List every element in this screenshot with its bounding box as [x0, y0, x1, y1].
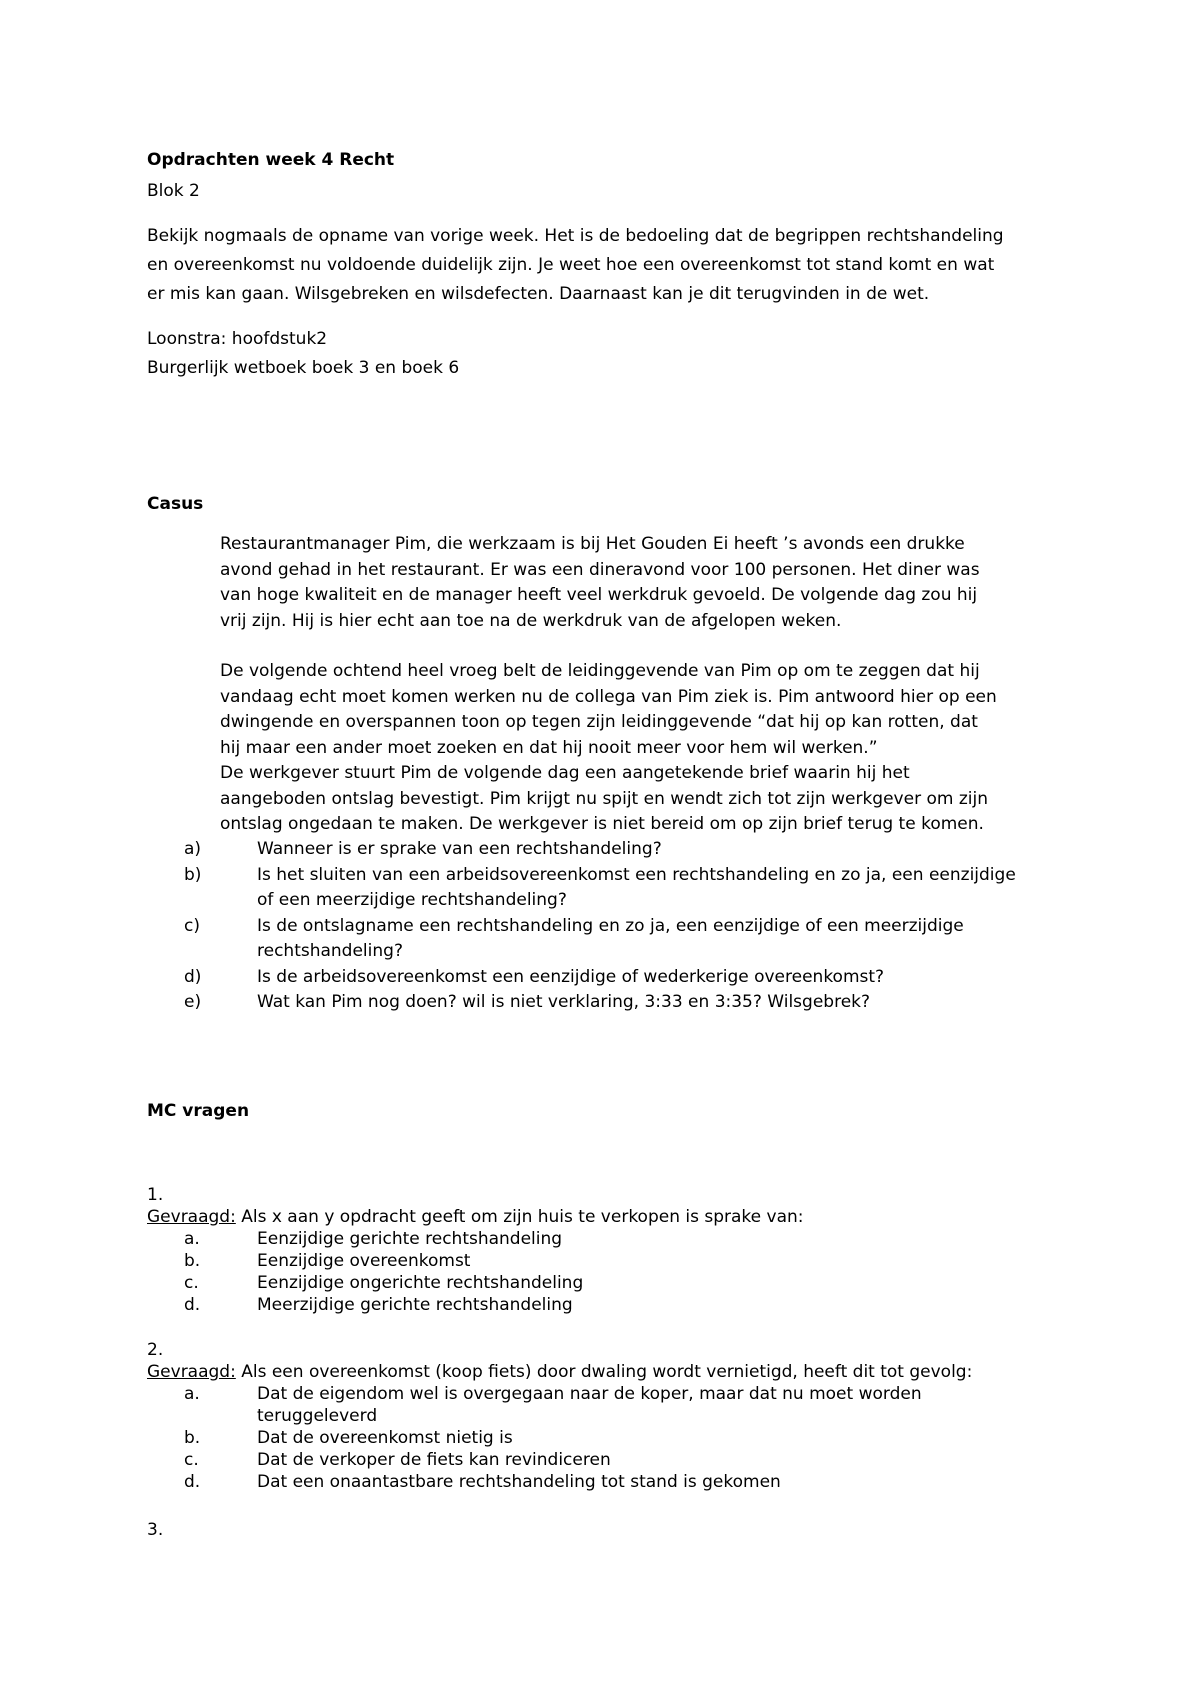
option-line: Dat de verkoper de fiets kan revindiceren — [257, 1450, 611, 1470]
question-marker: a) — [184, 839, 202, 859]
option-line: Eenzijdige gerichte rechtshandeling — [257, 1229, 563, 1249]
casus-line: De volgende ochtend heel vroeg belt de leidinggevende van Pim op om te zeggen dat hij — [220, 661, 980, 681]
option-marker: d. — [184, 1472, 201, 1492]
casus-line: van hoge kwaliteit en de manager heeft veel werkdruk gevoeld. De volgende dag zou hij — [220, 585, 978, 605]
question-prompt — [147, 1206, 1107, 1228]
intro-line: er mis kan gaan. Wilsgebreken en wilsdefecten. Daarnaast kan je dit terugvinden in de wet. — [147, 284, 930, 304]
option-item — [184, 1427, 1107, 1449]
casus-line: dwingende en overspannen toon op tegen zijn leidinggevende “dat hij op kan rotten, dat — [220, 712, 978, 732]
option-list — [184, 1383, 1107, 1493]
casus-line: vandaag echt moet komen werken nu de collega van Pim ziek is. Pim antwoord hier op een — [220, 686, 997, 707]
option-line: Dat de overeenkomst nietig is — [257, 1428, 513, 1448]
mc-question-3 — [147, 1519, 163, 1541]
option-line: Dat een onaantastbare rechtshandeling tot stand is gekomen — [257, 1472, 781, 1492]
question-label: Gevraagd: — [147, 1362, 236, 1382]
option-marker: c. — [184, 1450, 199, 1470]
option-marker: c. — [184, 1273, 199, 1293]
page-title: Opdrachten week 4 Recht — [147, 150, 395, 170]
question-line: Is de arbeidsovereenkomst een eenzijdige of wederkerige overeenkomst? — [257, 966, 885, 987]
option-item — [184, 1471, 1107, 1493]
question-marker: b) — [184, 864, 202, 885]
question-line: of een meerzijdige rechtshandeling? — [257, 890, 567, 910]
casus-line: aangeboden ontslag bevestigt. Pim krijgt nu spijt en wendt zich tot zijn werkgever om zijn — [220, 788, 988, 809]
casus-paragraph-1 — [220, 532, 1120, 634]
casus-question — [184, 863, 1124, 914]
casus-question — [184, 914, 1124, 965]
intro-line: Bekijk nogmaals de opname van vorige week. Het is de bedoeling dat de begrippen rechtshandeling — [147, 226, 1004, 246]
mc-question-1 — [147, 1184, 1107, 1316]
question-text: Als x aan y opdracht geeft om zijn huis te verkopen is sprake van: — [235, 1207, 804, 1227]
question-marker: d) — [184, 966, 202, 987]
option-item — [184, 1294, 1107, 1316]
casus-line: vrij zijn. Hij is hier echt aan toe na de werkdruk van de afgelopen weken. — [220, 610, 842, 631]
casus-questions — [184, 837, 1124, 1016]
casus-line: avond gehad in het restaurant. Er was een dineravond voor 100 personen. Het diner was — [220, 559, 980, 580]
option-marker: a. — [184, 1384, 200, 1404]
casus-paragraph-2 — [220, 659, 1120, 838]
option-list — [184, 1228, 1107, 1316]
question-line: Is de ontslagname een rechtshandeling en zo ja, een eenzijdige of een meerzijdige — [257, 915, 964, 936]
page-subtitle: Blok 2 — [147, 181, 200, 201]
intro-paragraph — [147, 222, 1097, 309]
question-prompt — [147, 1361, 1107, 1383]
option-item — [184, 1449, 1107, 1471]
option-line: teruggeleverd — [257, 1406, 378, 1426]
option-item — [184, 1250, 1107, 1272]
question-text: Als een overeenkomst (koop fiets) door dwaling wordt vernietigd, heeft dit tot gevolg: — [235, 1362, 973, 1382]
option-line: Eenzijdige overeenkomst — [257, 1251, 471, 1271]
option-item — [184, 1228, 1107, 1250]
intro-line: en overeenkomst nu voldoende duidelijk zijn. Je weet hoe een overeenkomst tot stand komt en wat — [147, 255, 995, 275]
option-line: Meerzijdige gerichte rechtshandeling — [257, 1295, 573, 1315]
option-line: Dat de eigendom wel is overgegaan naar de koper, maar dat nu moet worden — [257, 1384, 922, 1404]
casus-question — [184, 990, 1124, 1016]
casus-line: hij maar een ander moet zoeken en dat hij nooit meer voor hem wil werken.” — [220, 737, 878, 758]
question-marker: c) — [184, 915, 200, 936]
option-item — [184, 1383, 1107, 1427]
source-item: Loonstra: hoofdstuk2 — [147, 329, 328, 349]
option-marker: d. — [184, 1295, 201, 1315]
question-label: Gevraagd: — [147, 1207, 236, 1227]
question-marker: e) — [184, 992, 202, 1012]
option-marker: a. — [184, 1229, 200, 1249]
question-number: 3. — [147, 1520, 164, 1540]
casus-line: De werkgever stuurt Pim de volgende dag een aangetekende brief waarin hij het — [220, 763, 910, 783]
question-line: Wat kan Pim nog doen? wil is niet verklaring, 3:33 en 3:35? Wilsgebrek? — [257, 992, 871, 1012]
casus-heading: Casus — [147, 494, 204, 514]
casus-line: ontslag ongedaan te maken. De werkgever is niet bereid om op zijn brief terug te komen. — [220, 814, 984, 834]
option-marker: b. — [184, 1428, 201, 1448]
mc-question-2 — [147, 1339, 1107, 1493]
casus-question — [184, 965, 1124, 991]
mc-heading: MC vragen — [147, 1101, 250, 1121]
source-item: Burgerlijk wetboek boek 3 en boek 6 — [147, 358, 460, 378]
question-line: Is het sluiten van een arbeidsovereenkomst een rechtshandeling en zo ja, een eenzijdige — [257, 864, 1016, 885]
option-item — [184, 1272, 1107, 1294]
question-line: rechtshandeling? — [257, 941, 403, 961]
question-number: 1. — [147, 1185, 164, 1205]
casus-line: Restaurantmanager Pim, die werkzaam is bij Het Gouden Ei heeft ’s avonds een drukke — [220, 534, 965, 554]
sources-list — [147, 325, 459, 383]
question-number: 2. — [147, 1340, 164, 1360]
option-marker: b. — [184, 1251, 201, 1271]
casus-question — [184, 837, 1124, 863]
question-line: Wanneer is er sprake van een rechtshandeling? — [257, 839, 662, 859]
option-line: Eenzijdige ongerichte rechtshandeling — [257, 1273, 584, 1293]
